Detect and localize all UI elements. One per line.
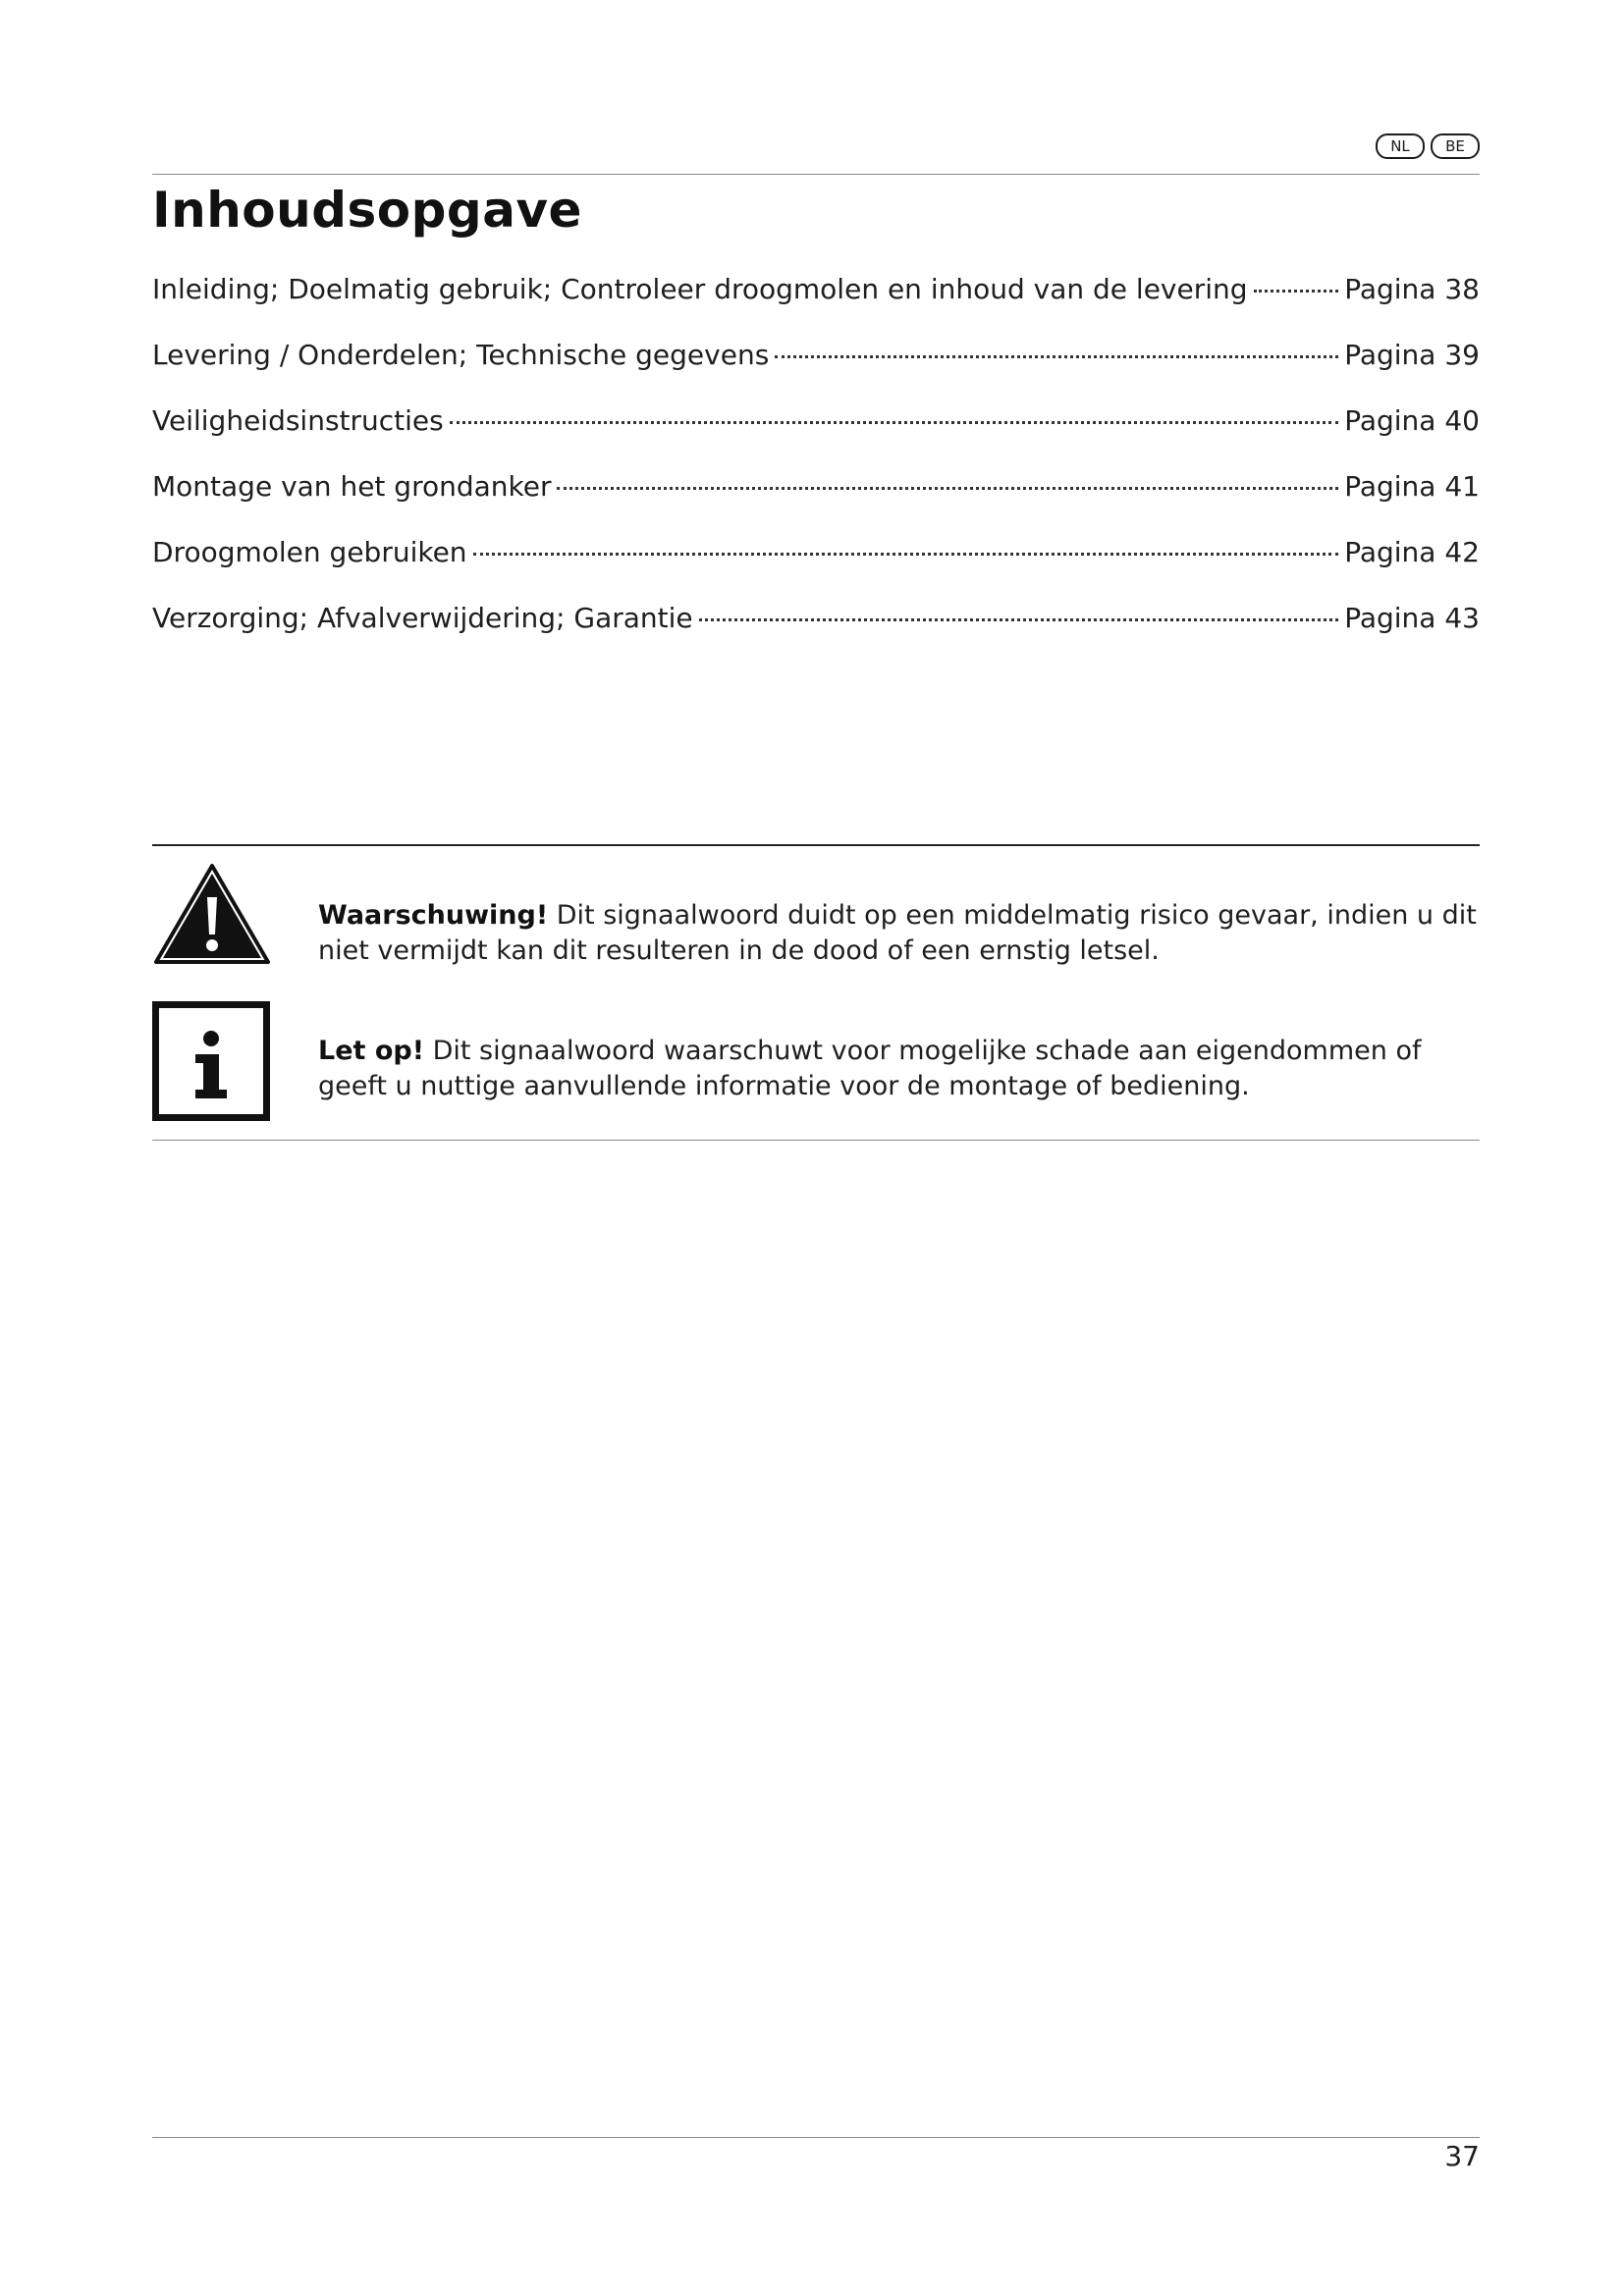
toc-entry-label: Veiligheidsinstructies (152, 404, 444, 437)
toc-entry-label: Inleiding; Doelmatig gebruik; Controleer droogmolen en inhoud van de levering (152, 273, 1248, 305)
toc-entry[interactable] (152, 404, 1480, 470)
warning-triangle-icon (152, 862, 272, 970)
country-badge-nl: NL (1376, 133, 1425, 159)
country-badges (1376, 133, 1480, 159)
toc-entry[interactable] (152, 470, 1480, 536)
notice-box-bottom-divider (152, 1140, 1480, 1141)
toc-entry-page: Pagina 38 (1344, 273, 1480, 305)
info-description: Dit signaalwoord waarschuwt voor mogelijke schade aan eigendommen of geeft u nuttige aanvullende informatie voor de montage of bediening. (318, 1036, 1422, 1101)
toc-leader-dots (450, 421, 1338, 424)
document-page (152, 0, 1480, 2296)
toc-entry-label: Montage van het grondanker (152, 470, 552, 503)
toc-entry[interactable] (152, 602, 1480, 667)
warning-description: Dit signaalwoord duidt op een middelmatig risico gevaar, indien u dit niet vermijdt kan dit resulteren in de dood of een ernstig letsel. (318, 900, 1477, 966)
toc-entry[interactable] (152, 273, 1480, 339)
table-of-contents (152, 273, 1480, 667)
footer-divider (152, 2137, 1480, 2138)
toc-entry-page: Pagina 41 (1344, 470, 1480, 503)
info-icon (152, 1001, 270, 1125)
toc-entry-page: Pagina 42 (1344, 536, 1480, 568)
notice-box-top-divider (152, 844, 1480, 846)
warning-notice-text (318, 898, 1482, 969)
info-keyword: Let op! (318, 1036, 425, 1066)
toc-entry-label: Droogmolen gebruiken (152, 536, 467, 568)
toc-leader-dots (557, 487, 1338, 490)
warning-keyword: Waarschuwing! (318, 900, 549, 931)
page-number: 37 (1444, 2140, 1480, 2172)
toc-leader-dots (1254, 290, 1339, 293)
info-notice-text (318, 1034, 1482, 1104)
toc-entry[interactable] (152, 536, 1480, 602)
toc-entry-label: Levering / Onderdelen; Technische gegevens (152, 339, 770, 371)
toc-leader-dots (473, 553, 1339, 556)
toc-entry[interactable] (152, 339, 1480, 404)
toc-entry-page: Pagina 40 (1344, 404, 1480, 437)
toc-leader-dots (699, 618, 1339, 621)
toc-entry-page: Pagina 43 (1344, 602, 1480, 634)
toc-entry-label: Verzorging; Afvalverwijdering; Garantie (152, 602, 693, 634)
toc-entry-page: Pagina 39 (1344, 339, 1480, 371)
page-title: Inhoudsopgave (152, 182, 582, 239)
country-badge-be: BE (1431, 133, 1480, 159)
toc-leader-dots (775, 355, 1338, 358)
header-divider (152, 174, 1480, 175)
